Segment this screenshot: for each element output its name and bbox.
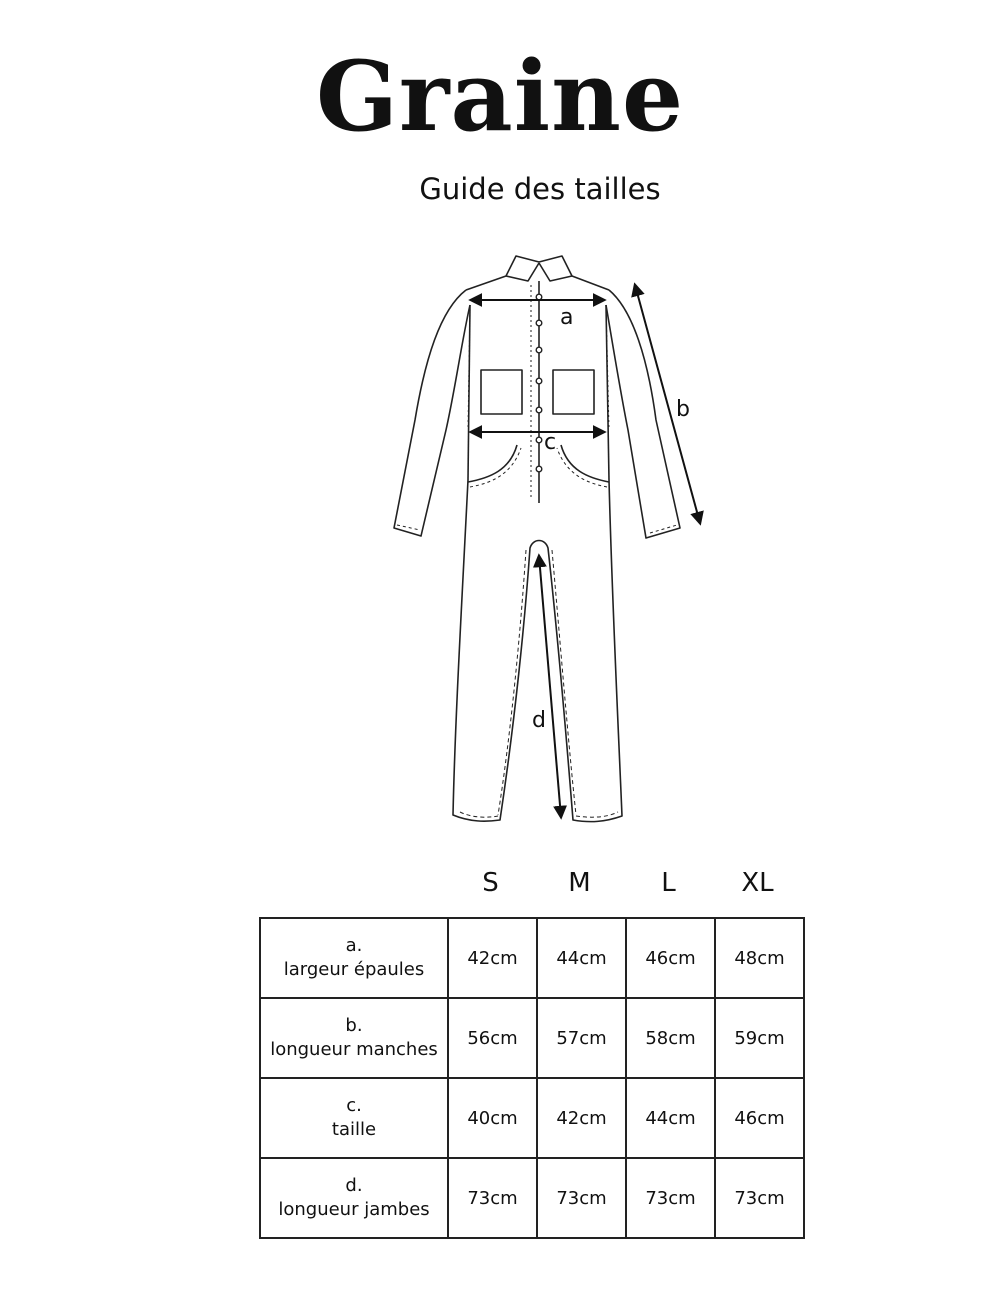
table-cell: 44cm <box>626 1078 715 1158</box>
table-cell: 42cm <box>537 1078 626 1158</box>
table-cell: 42cm <box>448 918 537 998</box>
row-letter: a. <box>345 935 363 956</box>
label-a: a <box>560 305 574 330</box>
row-label: longueur jambes <box>278 1199 430 1220</box>
row-header <box>260 1078 448 1158</box>
label-d: d <box>532 708 546 733</box>
measure-arrow-d <box>539 556 561 817</box>
collar-outline <box>506 256 572 276</box>
page-subtitle: Guide des tailles <box>419 172 661 206</box>
table-cell: 48cm <box>715 918 804 998</box>
table-cell: 73cm <box>626 1158 715 1238</box>
size-header <box>0 868 1000 908</box>
table-cell: 59cm <box>715 998 804 1078</box>
table-cell: 73cm <box>715 1158 804 1238</box>
table-row <box>260 998 804 1078</box>
table-row <box>260 918 804 998</box>
jumpsuit-diagram <box>0 240 1000 840</box>
label-b: b <box>676 397 690 422</box>
table-cell: 40cm <box>448 1078 537 1158</box>
table-row <box>260 1078 804 1158</box>
table-cell: 57cm <box>537 998 626 1078</box>
size-label: L <box>661 868 676 898</box>
row-header <box>260 918 448 998</box>
row-label: largeur épaules <box>283 959 425 980</box>
size-label: M <box>568 868 591 898</box>
table-cell: 56cm <box>448 998 537 1078</box>
measure-arrow-b <box>635 285 700 523</box>
row-letter: d. <box>345 1175 363 1196</box>
table-cell: 46cm <box>715 1078 804 1158</box>
table-cell: 44cm <box>537 918 626 998</box>
label-c: c <box>544 430 557 455</box>
size-table <box>259 917 805 1239</box>
right-pocket <box>553 370 594 414</box>
row-label: taille <box>331 1119 377 1140</box>
table-cell: 46cm <box>626 918 715 998</box>
table-cell: 58cm <box>626 998 715 1078</box>
table-cell: 73cm <box>448 1158 537 1238</box>
row-header <box>260 1158 448 1238</box>
brand-logo: Graine <box>315 40 685 153</box>
row-letter: c. <box>346 1095 362 1116</box>
size-label: XL <box>741 868 774 898</box>
row-header <box>260 998 448 1078</box>
table-row <box>260 1158 804 1238</box>
table-cell: 73cm <box>537 1158 626 1238</box>
row-label: longueur manches <box>270 1039 438 1060</box>
left-pocket <box>481 370 522 414</box>
size-label: S <box>482 868 499 898</box>
row-letter: b. <box>345 1015 363 1036</box>
